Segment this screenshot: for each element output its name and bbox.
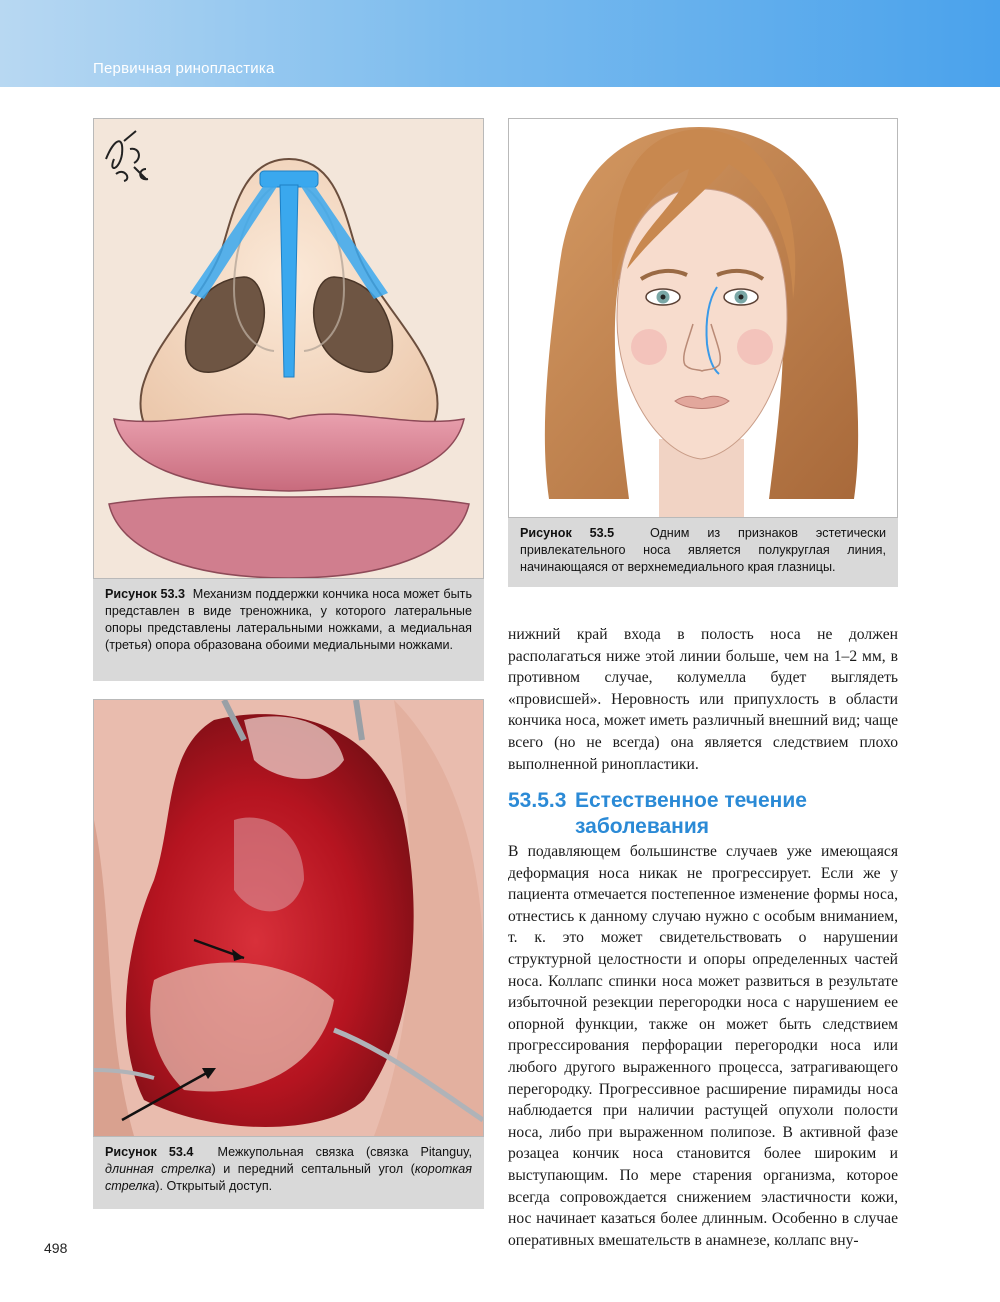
figure-caption-text: Механизм поддержки кончика носа может быть представлен в виде треножника, у которого латеральные опоры представлены латеральными ножками, а медиальная (третья) опора образована обоими медиальными ножками. (105, 587, 473, 652)
figure-caption-text-mid: ) и передний септальный угол ( (211, 1162, 415, 1176)
figure-caption-text-end: ). Открытый доступ. (155, 1179, 273, 1193)
figure-label: Рисунок 53.4 (105, 1145, 194, 1159)
figure-53-4-photo (93, 699, 484, 1137)
figure-53-5-illustration (508, 118, 898, 518)
section-heading (508, 788, 908, 840)
figure-caption-text: Одним из признаков эстетически привлекательного носа является полукруглая линия, начинающаяся от верхнемедиального края глазницы. (520, 526, 887, 574)
figure-caption-italic-long-arrow: длинная стрелка (105, 1162, 212, 1176)
figure-53-3-caption (93, 579, 484, 681)
figure-caption-text-start: Межкупольная связка (связка Pitanguy, (217, 1145, 473, 1159)
figure-caption-italic-short-arrow: короткая стрелка (105, 1162, 472, 1193)
section-paragraph (508, 841, 898, 1251)
section-title-line-1: Естественное течение (575, 789, 807, 812)
figure-label: Рисунок 53.3 (105, 587, 186, 601)
paragraph-text: нижний край входа в полость носа не должен располагаться ниже этой линии больше, чем на 1–2 мм, в противном случае, колумелла будет выглядеть «провисшей». Неровность или припухлость в области кончика носа, может иметь различный внешний вид; чаще всего (но не всегда) она является следствием плохо выполненной ринопластики. (508, 626, 898, 773)
figure-53-4-caption (93, 1137, 484, 1209)
page-number: 498 (44, 1240, 68, 1256)
figure-53-5-caption (508, 518, 898, 587)
figure-53-3-illustration (93, 118, 484, 579)
paragraph-text: В подавляющем большинстве случаев уже имеющаяся деформация носа никак не прогрессирует. Если же у пациента отмечается постепенное изменение формы носа, отнестись к данному случаю нужно с особым вниманием, т. к. это может свидетельствовать о нарушении структурной целостности и опоры определенных частей носа. Коллапс спинки носа может развиться в результате избыточной резекции перегородки носа с нарушением ее опорной функции, также он может быть следствием прогрессирования перфорации перегородки носа или любого другого выраженного процесса, затрагивающего перегородку. Прогрессивное расширение пирамиды носа наблюдается при наличии растущей опухоли полости носа, либо при выраженном полипозе. В активной фазе розацеа кончик носа становится более широким и выступающим. По мере старения организма, которое всегда сопровождается снижением эластичности кожи, нос начинает казаться более длинным. Особенно в случае оперативных вмешательств в анамнезе, коллапс вну- (508, 843, 898, 1249)
section-title-line-2: заболевания (575, 815, 710, 838)
paragraph-continuation (508, 624, 898, 775)
figure-label: Рисунок 53.5 (520, 526, 615, 540)
section-number: 53.5.3 (508, 789, 567, 812)
running-header-title: Первичная ринопластика (93, 60, 275, 77)
